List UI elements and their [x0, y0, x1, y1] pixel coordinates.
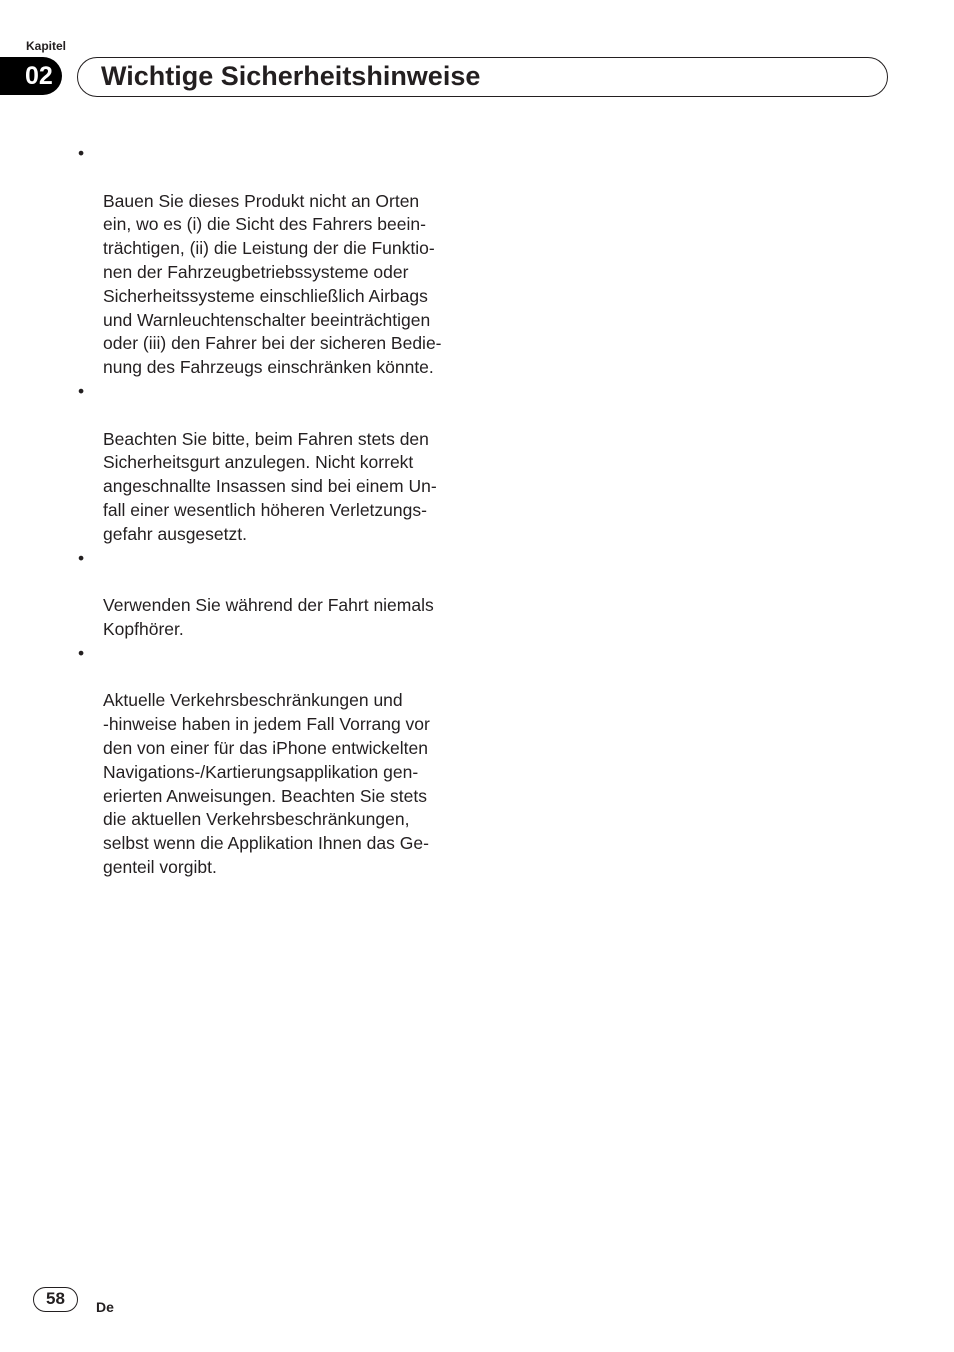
chapter-number-badge: 02 — [0, 57, 62, 95]
language-code: De — [96, 1299, 114, 1315]
bullet-icon: • — [78, 642, 85, 663]
list-item-text: Bauen Sie dieses Produkt nicht an Orten ein, wo es (i) die Sicht des Fahrers beein- trächtigen, (ii) die Leistung der die Funktio- nen der Fahrzeugbetriebssysteme oder Sicherheitssysteme einschließlich Airbags und Warnleuchtenschalter beeinträchtigen oder (iii) den Fahrer bei der sicheren Bedie- nung des Fahrzeugs einschränken könnte. — [103, 190, 442, 378]
list-item — [78, 547, 468, 642]
list-item-text: Beachten Sie bitte, beim Fahren stets den Sicherheitsgurt anzulegen. Nicht korrekt angeschnallte Insassen sind bei einem Un- fall einer wesentlich höheren Verletzungs- gefahr ausgesetzt. — [103, 428, 437, 544]
bullet-icon: • — [78, 380, 85, 401]
list-item-text: Verwenden Sie während der Fahrt niemals Kopfhörer. — [103, 595, 434, 639]
bullet-icon: • — [78, 143, 85, 163]
list-item — [78, 142, 468, 380]
page-number: 58 — [33, 1287, 78, 1312]
list-item-text: Aktuelle Verkehrsbeschränkungen und -hinweise haben in jedem Fall Vorrang vor den von einer für das iPhone entwickelten Navigations-/Kartierungsapplikation gen- erierten Anweisungen. Beachten Sie stets die aktuellen Verkehrsbeschränkungen, selbst wenn die Applikation Ihnen das Ge- genteil vorgibt. — [103, 690, 430, 877]
list-item — [78, 642, 468, 880]
page-title: Wichtige Sicherheitshinweise — [101, 61, 481, 91]
safety-notes-list — [78, 142, 468, 880]
title-frame — [77, 57, 888, 97]
chapter-label: Kapitel — [26, 39, 67, 53]
main-content — [78, 142, 468, 880]
bullet-icon: • — [78, 547, 85, 568]
list-item — [78, 380, 468, 547]
